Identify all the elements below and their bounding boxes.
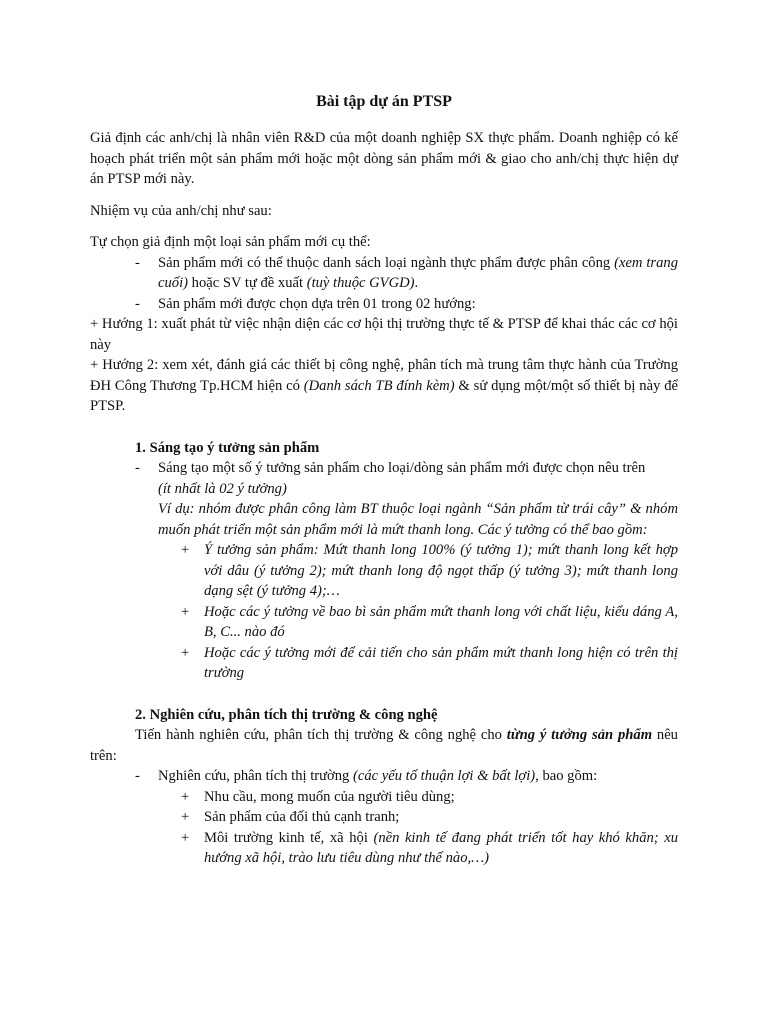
list-item-note: (ít nhất là 02 ý tưởng) — [158, 480, 287, 497]
list-item-text: Ý tưởng sản phẩm: Mứt thanh long 100% (ý tưởng 1); mứt thanh long kết hợp với dâu (ý tưởng 2); mứt thanh long độ ngọt thấp (ý tưởng 3); mứt thanh long dạng sệt (ý tưởng 4);… — [204, 542, 678, 599]
list-item-text: Sản phẩm mới có thể thuộc danh sách loại ngành thực phẩm được phân công (xem trang cuối) hoặc SV tự đề xuất (tuỳ thuộc GVGD). — [158, 254, 678, 291]
dash-marker: - — [135, 460, 140, 476]
plus-marker: + — [181, 809, 190, 825]
page-title: Bài tập dự án PTSP — [316, 93, 452, 110]
list-item — [90, 787, 678, 808]
list-item — [90, 807, 678, 828]
list-item — [90, 828, 678, 869]
document-body — [90, 128, 678, 869]
plus-marker: + — [181, 542, 190, 558]
plus-marker: + — [181, 603, 190, 620]
list-item-text: Môi trường kinh tế, xã hội (nền kinh tế đang phát triển tốt hay khó khăn; xu hướng xã hội, trào lưu tiêu dùng như thế nào,…) — [204, 829, 679, 866]
list-item-text: Nghiên cứu, phân tích thị trường (các yếu tố thuận lợi & bất lợi), bao gồm: — [158, 768, 598, 784]
plus-marker: + — [181, 644, 190, 661]
list-item — [90, 294, 678, 315]
list-item — [90, 643, 678, 684]
list-item-text: Sản phẩm của đối thủ cạnh tranh; — [204, 809, 400, 825]
plus-marker: + — [181, 788, 190, 805]
list-item — [90, 253, 678, 294]
list-item-text: Hoặc các ý tưởng mới để cải tiến cho sản phẩm mứt thanh long hiện có trên thị trường — [204, 644, 678, 681]
dash-marker: - — [135, 768, 140, 784]
list-item-text: Nhu cầu, mong muốn của người tiêu dùng; — [204, 788, 455, 805]
intro-paragraph: Giả định các anh/chị là nhân viên R&D của một doanh nghiệp SX thực phẩm. Doanh nghiệp có kế hoạch phát triển một sản phẩm mới hoặc một dòng sản phẩm mới & giao cho anh/chị thực hiện dự án PTSP mới này. — [90, 130, 678, 187]
list-item — [90, 458, 678, 540]
dash-marker: - — [135, 254, 140, 271]
list-item-text: Sáng tạo một số ý tưởng sản phẩm cho loại/dòng sản phẩm mới được chọn nêu trên — [158, 460, 646, 476]
tasks-heading: Nhiệm vụ của anh/chị như sau: — [90, 202, 272, 219]
huong-2-paragraph: + Hướng 2: xem xét, đánh giá các thiết bị công nghệ, phân tích mà trung tâm thực hành của Trường ĐH Công Thương Tp.HCM hiện có (Danh sách TB đính kèm) & sử dụng một/một số thiết bị này để PTSP. — [90, 357, 678, 414]
list-item-text: Hoặc các ý tưởng về bao bì sản phẩm mứt thanh long với chất liệu, kiểu dáng A, B, C... nào đó — [204, 603, 678, 640]
list-item — [90, 540, 678, 602]
section-1-heading: 1. Sáng tạo ý tưởng sản phẩm — [135, 439, 320, 456]
plus-marker: + — [181, 829, 190, 846]
section-2-heading: 2. Nghiên cứu, phân tích thị trường & công nghệ — [135, 706, 438, 723]
huong-1-paragraph: + Hướng 1: xuất phát từ việc nhận diện các cơ hội thị trường thực tế & PTSP để khai thác các cơ hội này — [90, 316, 678, 353]
list-item-text: Sản phẩm mới được chọn dựa trên 01 trong 02 hướng: — [158, 295, 476, 312]
example-paragraph: Ví dụ: nhóm được phân công làm BT thuộc loại ngành “Sản phẩm từ trái cây” & nhóm muốn phát triển một sản phẩm mới là mứt thanh long. Các ý tưởng có thể bao gồm: — [158, 501, 678, 538]
dash-marker: - — [135, 295, 140, 312]
list-item — [90, 602, 678, 643]
list-item — [90, 766, 678, 787]
choose-paragraph: Tự chọn giả định một loại sản phẩm mới cụ thể: — [90, 234, 371, 250]
section-2-intro: Tiến hành nghiên cứu, phân tích thị trường & công nghệ cho từng ý tưởng sản phẩm nêu trên: — [90, 727, 678, 764]
